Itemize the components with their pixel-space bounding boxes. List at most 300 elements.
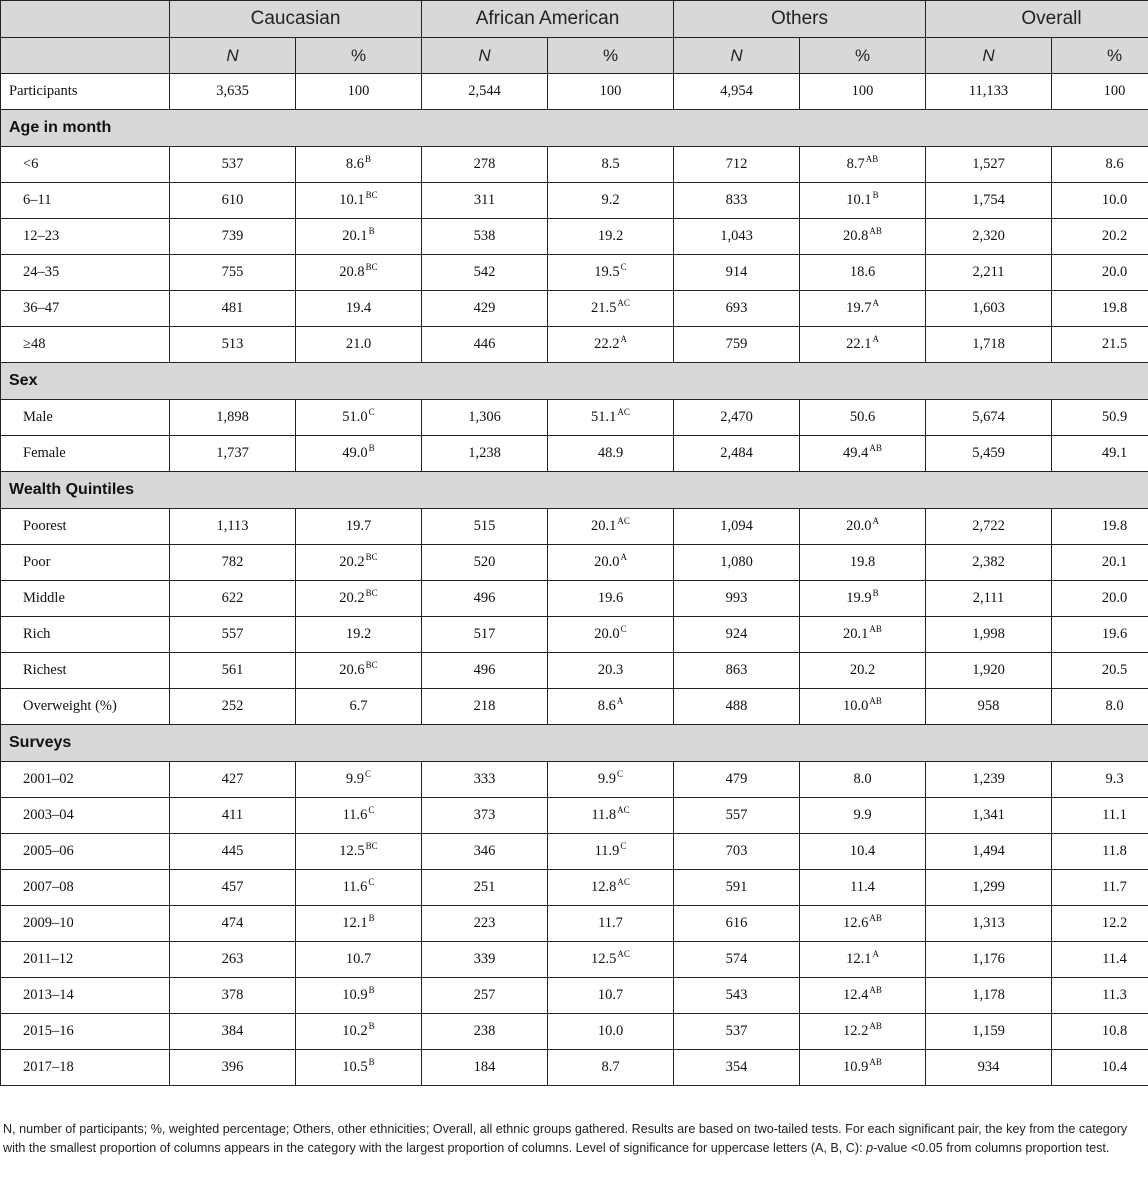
table-row — [1, 762, 1148, 798]
pct-value: 9.9 — [597, 771, 617, 787]
cell-pct — [296, 689, 422, 725]
table-footnote — [3, 1120, 1143, 1158]
pct-value: 12.1 — [846, 951, 872, 967]
cell-pct — [1052, 906, 1148, 942]
cell-pct — [1052, 1014, 1148, 1050]
pct-value: 19.6 — [597, 590, 624, 606]
cell-n: 1,159 — [926, 1014, 1052, 1050]
cell-pct — [800, 906, 926, 942]
cell-n: 712 — [674, 147, 800, 183]
row-label: 12–23 — [1, 219, 170, 255]
significance-key: C — [620, 624, 627, 634]
pct-value: 12.6 — [843, 915, 869, 931]
significance-key: AB — [869, 624, 882, 634]
cell-pct — [1052, 436, 1148, 472]
section-header-row — [1, 363, 1148, 400]
cell-n: 993 — [674, 581, 800, 617]
significance-key: B — [368, 913, 375, 923]
cell-pct — [800, 870, 926, 906]
pct-value: 19.4 — [345, 300, 372, 316]
section-title: Age in month — [1, 110, 1148, 147]
cell-n: 496 — [422, 581, 548, 617]
cell-pct — [548, 219, 674, 255]
pct-value: 8.5 — [601, 156, 620, 172]
row-label: Richest — [1, 653, 170, 689]
pct-value: 50.9 — [1101, 409, 1128, 425]
significance-key: B — [368, 1021, 375, 1031]
pct-value: 12.2 — [843, 1023, 869, 1039]
table-row — [1, 147, 1148, 183]
row-label: Middle — [1, 581, 170, 617]
table-row — [1, 798, 1148, 834]
pct-value: 19.5 — [594, 264, 620, 280]
pct-value: 10.7 — [345, 951, 372, 967]
pct-value: 10.8 — [1101, 1023, 1128, 1039]
cell-pct — [548, 1014, 674, 1050]
cell-pct — [296, 183, 422, 219]
significance-key: AB — [869, 913, 882, 923]
pct-value: 8.0 — [853, 771, 872, 787]
cell-n: 278 — [422, 147, 548, 183]
pct-value: 8.6 — [1105, 156, 1124, 172]
significance-key: AC — [617, 516, 630, 526]
cell-n: 1,238 — [422, 436, 548, 472]
pct-value: 10.7 — [597, 987, 624, 1003]
cell-n: 610 — [170, 183, 296, 219]
cell-n: 1,718 — [926, 327, 1052, 363]
pct-value: 20.3 — [597, 662, 624, 678]
pct-value: 20.6 — [339, 662, 365, 678]
significance-key: AC — [617, 949, 630, 959]
cell-pct — [296, 834, 422, 870]
pct-value: 20.0 — [846, 518, 872, 534]
cell-pct — [1052, 255, 1148, 291]
pct-value: 19.6 — [1101, 626, 1128, 642]
cell-pct — [296, 978, 422, 1014]
pct-value: 20.2 — [339, 554, 365, 570]
pct-value: 11.7 — [598, 915, 623, 931]
pct-value: 8.7 — [601, 1059, 620, 1075]
cell-pct — [800, 327, 926, 363]
pct-value: 9.9 — [853, 807, 872, 823]
cell-n: 1,043 — [674, 219, 800, 255]
pct-value: 11.8 — [1102, 843, 1127, 859]
pct-value: 50.6 — [849, 409, 876, 425]
pct-value: 10.9 — [342, 987, 368, 1003]
cell-pct — [548, 291, 674, 327]
cell-n: 333 — [422, 762, 548, 798]
cell-n: 446 — [422, 327, 548, 363]
cell-n: 513 — [170, 327, 296, 363]
significance-key: AB — [865, 154, 879, 164]
row-label: <6 — [1, 147, 170, 183]
cell-pct — [548, 798, 674, 834]
row-label: ≥48 — [1, 327, 170, 363]
significance-key: A — [872, 949, 879, 959]
cell-pct — [1052, 762, 1148, 798]
cell-pct — [800, 617, 926, 653]
pct-value: 8.6 — [345, 156, 365, 172]
table-row — [1, 978, 1148, 1014]
pct-value: 51.0 — [342, 409, 368, 425]
cell-n: 457 — [170, 870, 296, 906]
cell-pct — [548, 183, 674, 219]
cell-pct — [1052, 147, 1148, 183]
cell-pct — [548, 942, 674, 978]
cell-pct — [296, 147, 422, 183]
pct-value: 10.0 — [843, 698, 869, 714]
cell-n: 2,484 — [674, 436, 800, 472]
cell-n: 1,178 — [926, 978, 1052, 1014]
cell-n: 1,737 — [170, 436, 296, 472]
cell-pct — [800, 255, 926, 291]
cell-n: 2,382 — [926, 545, 1052, 581]
cell-pct — [800, 400, 926, 436]
cell-n: 263 — [170, 942, 296, 978]
cell-pct — [296, 509, 422, 545]
significance-key: C — [368, 407, 375, 417]
cell-pct — [548, 906, 674, 942]
cell-n: 958 — [926, 689, 1052, 725]
cell-n: 218 — [422, 689, 548, 725]
significance-key: C — [368, 877, 375, 887]
table-row — [1, 436, 1148, 472]
cell-pct — [1052, 942, 1148, 978]
cell-n: 557 — [170, 617, 296, 653]
header-n: N — [674, 38, 800, 74]
footnote-p-italic: p — [866, 1141, 874, 1155]
cell-n: 543 — [674, 978, 800, 1014]
cell-n: 2,320 — [926, 219, 1052, 255]
pct-value: 20.1 — [591, 518, 617, 534]
pct-value: 20.1 — [843, 626, 869, 642]
row-label: Male — [1, 400, 170, 436]
row-label: 2009–10 — [1, 906, 170, 942]
significance-key: C — [365, 769, 372, 779]
pct-value: 20.1 — [342, 228, 368, 244]
pct-value: 11.3 — [1102, 987, 1127, 1003]
significance-key: AB — [869, 696, 882, 706]
participants-row — [1, 74, 1148, 110]
cell-pct — [1052, 219, 1148, 255]
cell-pct — [296, 1050, 422, 1086]
cell-n: 1,299 — [926, 870, 1052, 906]
table-row — [1, 581, 1148, 617]
significance-key: B — [368, 985, 375, 995]
pct-value: 10.2 — [342, 1023, 368, 1039]
row-label: Participants — [1, 74, 170, 110]
table-header — [1, 1, 1148, 74]
cell-n: 591 — [674, 870, 800, 906]
cell-pct — [800, 509, 926, 545]
cell-n: 1,341 — [926, 798, 1052, 834]
pct-value: 20.5 — [1101, 662, 1128, 678]
cell-n: 396 — [170, 1050, 296, 1086]
header-group-caucasian: Caucasian — [170, 1, 422, 38]
cell-n: 11,133 — [926, 74, 1052, 110]
table-row — [1, 1050, 1148, 1086]
cell-pct — [1052, 291, 1148, 327]
table-row — [1, 327, 1148, 363]
significance-key: AC — [617, 805, 630, 815]
cell-pct — [548, 147, 674, 183]
pct-value: 49.4 — [843, 445, 869, 461]
cell-n: 252 — [170, 689, 296, 725]
cell-pct — [548, 545, 674, 581]
cell-pct — [296, 906, 422, 942]
pct-value: 11.6 — [342, 807, 368, 823]
pct-value: 11.6 — [342, 879, 368, 895]
table-row — [1, 834, 1148, 870]
section-header-row — [1, 110, 1148, 147]
cell-n: 1,603 — [926, 291, 1052, 327]
pct-value: 49.1 — [1101, 445, 1128, 461]
cell-n: 914 — [674, 255, 800, 291]
header-pct: % — [548, 38, 674, 74]
significance-key: C — [620, 841, 627, 851]
cell-n: 759 — [674, 327, 800, 363]
section-title: Wealth Quintiles — [1, 472, 1148, 509]
cell-n: 616 — [674, 906, 800, 942]
cell-pct — [296, 436, 422, 472]
header-n: N — [170, 38, 296, 74]
cell-n: 3,635 — [170, 74, 296, 110]
cell-n: 1,998 — [926, 617, 1052, 653]
pct-value: 22.2 — [594, 336, 620, 352]
table-body — [1, 74, 1148, 1086]
header-corner-sub — [1, 38, 170, 74]
cell-pct — [296, 219, 422, 255]
row-label: Female — [1, 436, 170, 472]
pct-value: 10.4 — [1101, 1059, 1128, 1075]
cell-pct — [296, 617, 422, 653]
significance-key: AC — [617, 877, 630, 887]
cell-pct — [296, 942, 422, 978]
header-n: N — [926, 38, 1052, 74]
cell-n: 311 — [422, 183, 548, 219]
table-row — [1, 942, 1148, 978]
pct-value: 20.8 — [843, 228, 869, 244]
pct-value: 19.2 — [597, 228, 624, 244]
cell-pct — [800, 147, 926, 183]
cell-n: 384 — [170, 1014, 296, 1050]
cell-n: 238 — [422, 1014, 548, 1050]
cell-n: 2,544 — [422, 74, 548, 110]
pct-value: 22.1 — [846, 336, 872, 352]
cell-n: 693 — [674, 291, 800, 327]
pct-value: 20.0 — [1101, 590, 1128, 606]
pct-value: 20.2 — [849, 662, 876, 678]
row-label: 2005–06 — [1, 834, 170, 870]
cell-n: 257 — [422, 978, 548, 1014]
pct-value: 11.9 — [594, 843, 620, 859]
cell-pct — [548, 834, 674, 870]
pct-value: 20.2 — [339, 590, 365, 606]
pct-value: 10.5 — [342, 1059, 368, 1075]
cell-pct — [296, 798, 422, 834]
cell-n: 1,754 — [926, 183, 1052, 219]
significance-key: A — [616, 696, 624, 706]
table-row — [1, 291, 1148, 327]
significance-key: AB — [869, 985, 882, 995]
header-group-african-american: African American — [422, 1, 674, 38]
cell-n: 251 — [422, 870, 548, 906]
cell-n: 474 — [170, 906, 296, 942]
cell-n: 1,898 — [170, 400, 296, 436]
cell-n: 488 — [674, 689, 800, 725]
pct-value: 10.1 — [339, 192, 365, 208]
significance-key: BC — [365, 841, 378, 851]
cell-pct — [800, 436, 926, 472]
row-label: 2003–04 — [1, 798, 170, 834]
significance-key: AC — [617, 298, 630, 308]
cell-pct — [296, 545, 422, 581]
pct-value: 9.3 — [1105, 771, 1124, 787]
cell-pct — [548, 978, 674, 1014]
cell-pct: 100 — [1052, 74, 1148, 110]
pct-value: 10.1 — [846, 192, 872, 208]
pct-value: 19.7 — [345, 518, 372, 534]
cell-pct — [1052, 798, 1148, 834]
significance-key: AB — [869, 1021, 882, 1031]
header-corner — [1, 1, 170, 38]
cell-n: 517 — [422, 617, 548, 653]
table-row — [1, 689, 1148, 725]
cell-n: 5,674 — [926, 400, 1052, 436]
pct-value: 20.1 — [1101, 554, 1128, 570]
cell-pct — [296, 327, 422, 363]
row-label: Rich — [1, 617, 170, 653]
cell-n: 481 — [170, 291, 296, 327]
significance-key: BC — [365, 552, 378, 562]
row-label: 6–11 — [1, 183, 170, 219]
cell-pct — [800, 689, 926, 725]
cell-pct — [548, 762, 674, 798]
cell-pct — [1052, 327, 1148, 363]
cell-n: 542 — [422, 255, 548, 291]
cell-n: 445 — [170, 834, 296, 870]
cell-pct — [800, 581, 926, 617]
header-pct: % — [1052, 38, 1148, 74]
cell-n: 538 — [422, 219, 548, 255]
cell-n: 184 — [422, 1050, 548, 1086]
cell-pct — [1052, 183, 1148, 219]
pct-value: 6.7 — [349, 698, 368, 714]
pct-value: 19.8 — [849, 554, 876, 570]
cell-pct — [296, 762, 422, 798]
pct-value: 9.9 — [345, 771, 365, 787]
header-group-others: Others — [674, 1, 926, 38]
cell-n: 863 — [674, 653, 800, 689]
cell-n: 782 — [170, 545, 296, 581]
cell-n: 833 — [674, 183, 800, 219]
pct-value: 19.7 — [846, 300, 872, 316]
cell-pct — [548, 617, 674, 653]
cell-n: 1,920 — [926, 653, 1052, 689]
pct-value: 12.2 — [1101, 915, 1128, 931]
pct-value: 20.8 — [339, 264, 365, 280]
header-group-overall: Overall — [926, 1, 1148, 38]
cell-n: 739 — [170, 219, 296, 255]
cell-n: 934 — [926, 1050, 1052, 1086]
significance-key: BC — [365, 262, 378, 272]
pct-value: 21.5 — [1101, 336, 1128, 352]
cell-n: 515 — [422, 509, 548, 545]
cell-n: 703 — [674, 834, 800, 870]
cell-n: 2,722 — [926, 509, 1052, 545]
pct-value: 21.0 — [345, 336, 372, 352]
significance-key: A — [872, 334, 879, 344]
row-label: 2015–16 — [1, 1014, 170, 1050]
pct-value: 10.9 — [843, 1059, 869, 1075]
cell-n: 2,470 — [674, 400, 800, 436]
pct-value: 51.1 — [591, 409, 617, 425]
pct-value: 11.8 — [591, 807, 617, 823]
cell-pct — [296, 653, 422, 689]
cell-pct — [296, 1014, 422, 1050]
footnote-text-end: -value <0.05 from columns proportion test. — [873, 1141, 1110, 1155]
cell-n: 561 — [170, 653, 296, 689]
cell-n: 2,111 — [926, 581, 1052, 617]
pct-value: 19.9 — [846, 590, 872, 606]
pct-value: 11.7 — [1102, 879, 1127, 895]
cell-pct — [548, 255, 674, 291]
cell-pct — [1052, 545, 1148, 581]
row-label: 2007–08 — [1, 870, 170, 906]
pct-value: 19.2 — [345, 626, 372, 642]
pct-value: 19.8 — [1101, 518, 1128, 534]
cell-pct — [800, 942, 926, 978]
significance-key: C — [620, 262, 627, 272]
section-title: Surveys — [1, 725, 1148, 762]
header-row-measures — [1, 38, 1148, 74]
header-row-groups — [1, 1, 1148, 38]
significance-key: B — [368, 443, 375, 453]
footnote-text: N, number of participants; %, weighted percentage; Others, other ethnicities; Overall, all ethnic groups gathered. Results are based on two-tailed tests. For each significant pair, the key from the category with the smallest proportion of columns appears in the category with the largest proportion of columns. Level of significance for uppercase letters (A, B, C): — [3, 1122, 1128, 1155]
cell-n: 354 — [674, 1050, 800, 1086]
cell-pct — [800, 978, 926, 1014]
cell-pct — [800, 545, 926, 581]
significance-key: B — [872, 190, 879, 200]
cell-n: 622 — [170, 581, 296, 617]
section-header-row — [1, 472, 1148, 509]
significance-key: C — [617, 769, 624, 779]
cell-pct — [296, 291, 422, 327]
cell-n: 411 — [170, 798, 296, 834]
cell-n: 4,954 — [674, 74, 800, 110]
pct-value: 12.5 — [339, 843, 365, 859]
table-row — [1, 219, 1148, 255]
cell-n: 537 — [170, 147, 296, 183]
cell-pct — [548, 653, 674, 689]
pct-value: 12.1 — [342, 915, 368, 931]
cell-n: 479 — [674, 762, 800, 798]
table-row — [1, 509, 1148, 545]
cell-pct — [548, 509, 674, 545]
cell-pct — [1052, 978, 1148, 1014]
significance-key: B — [365, 154, 372, 164]
pct-value: 20.2 — [1101, 228, 1128, 244]
cell-pct — [1052, 1050, 1148, 1086]
header-pct: % — [800, 38, 926, 74]
cell-pct — [800, 762, 926, 798]
cell-pct — [800, 1014, 926, 1050]
pct-value: 21.5 — [591, 300, 617, 316]
cell-pct — [296, 870, 422, 906]
cell-n: 1,306 — [422, 400, 548, 436]
cell-pct — [800, 291, 926, 327]
header-n: N — [422, 38, 548, 74]
